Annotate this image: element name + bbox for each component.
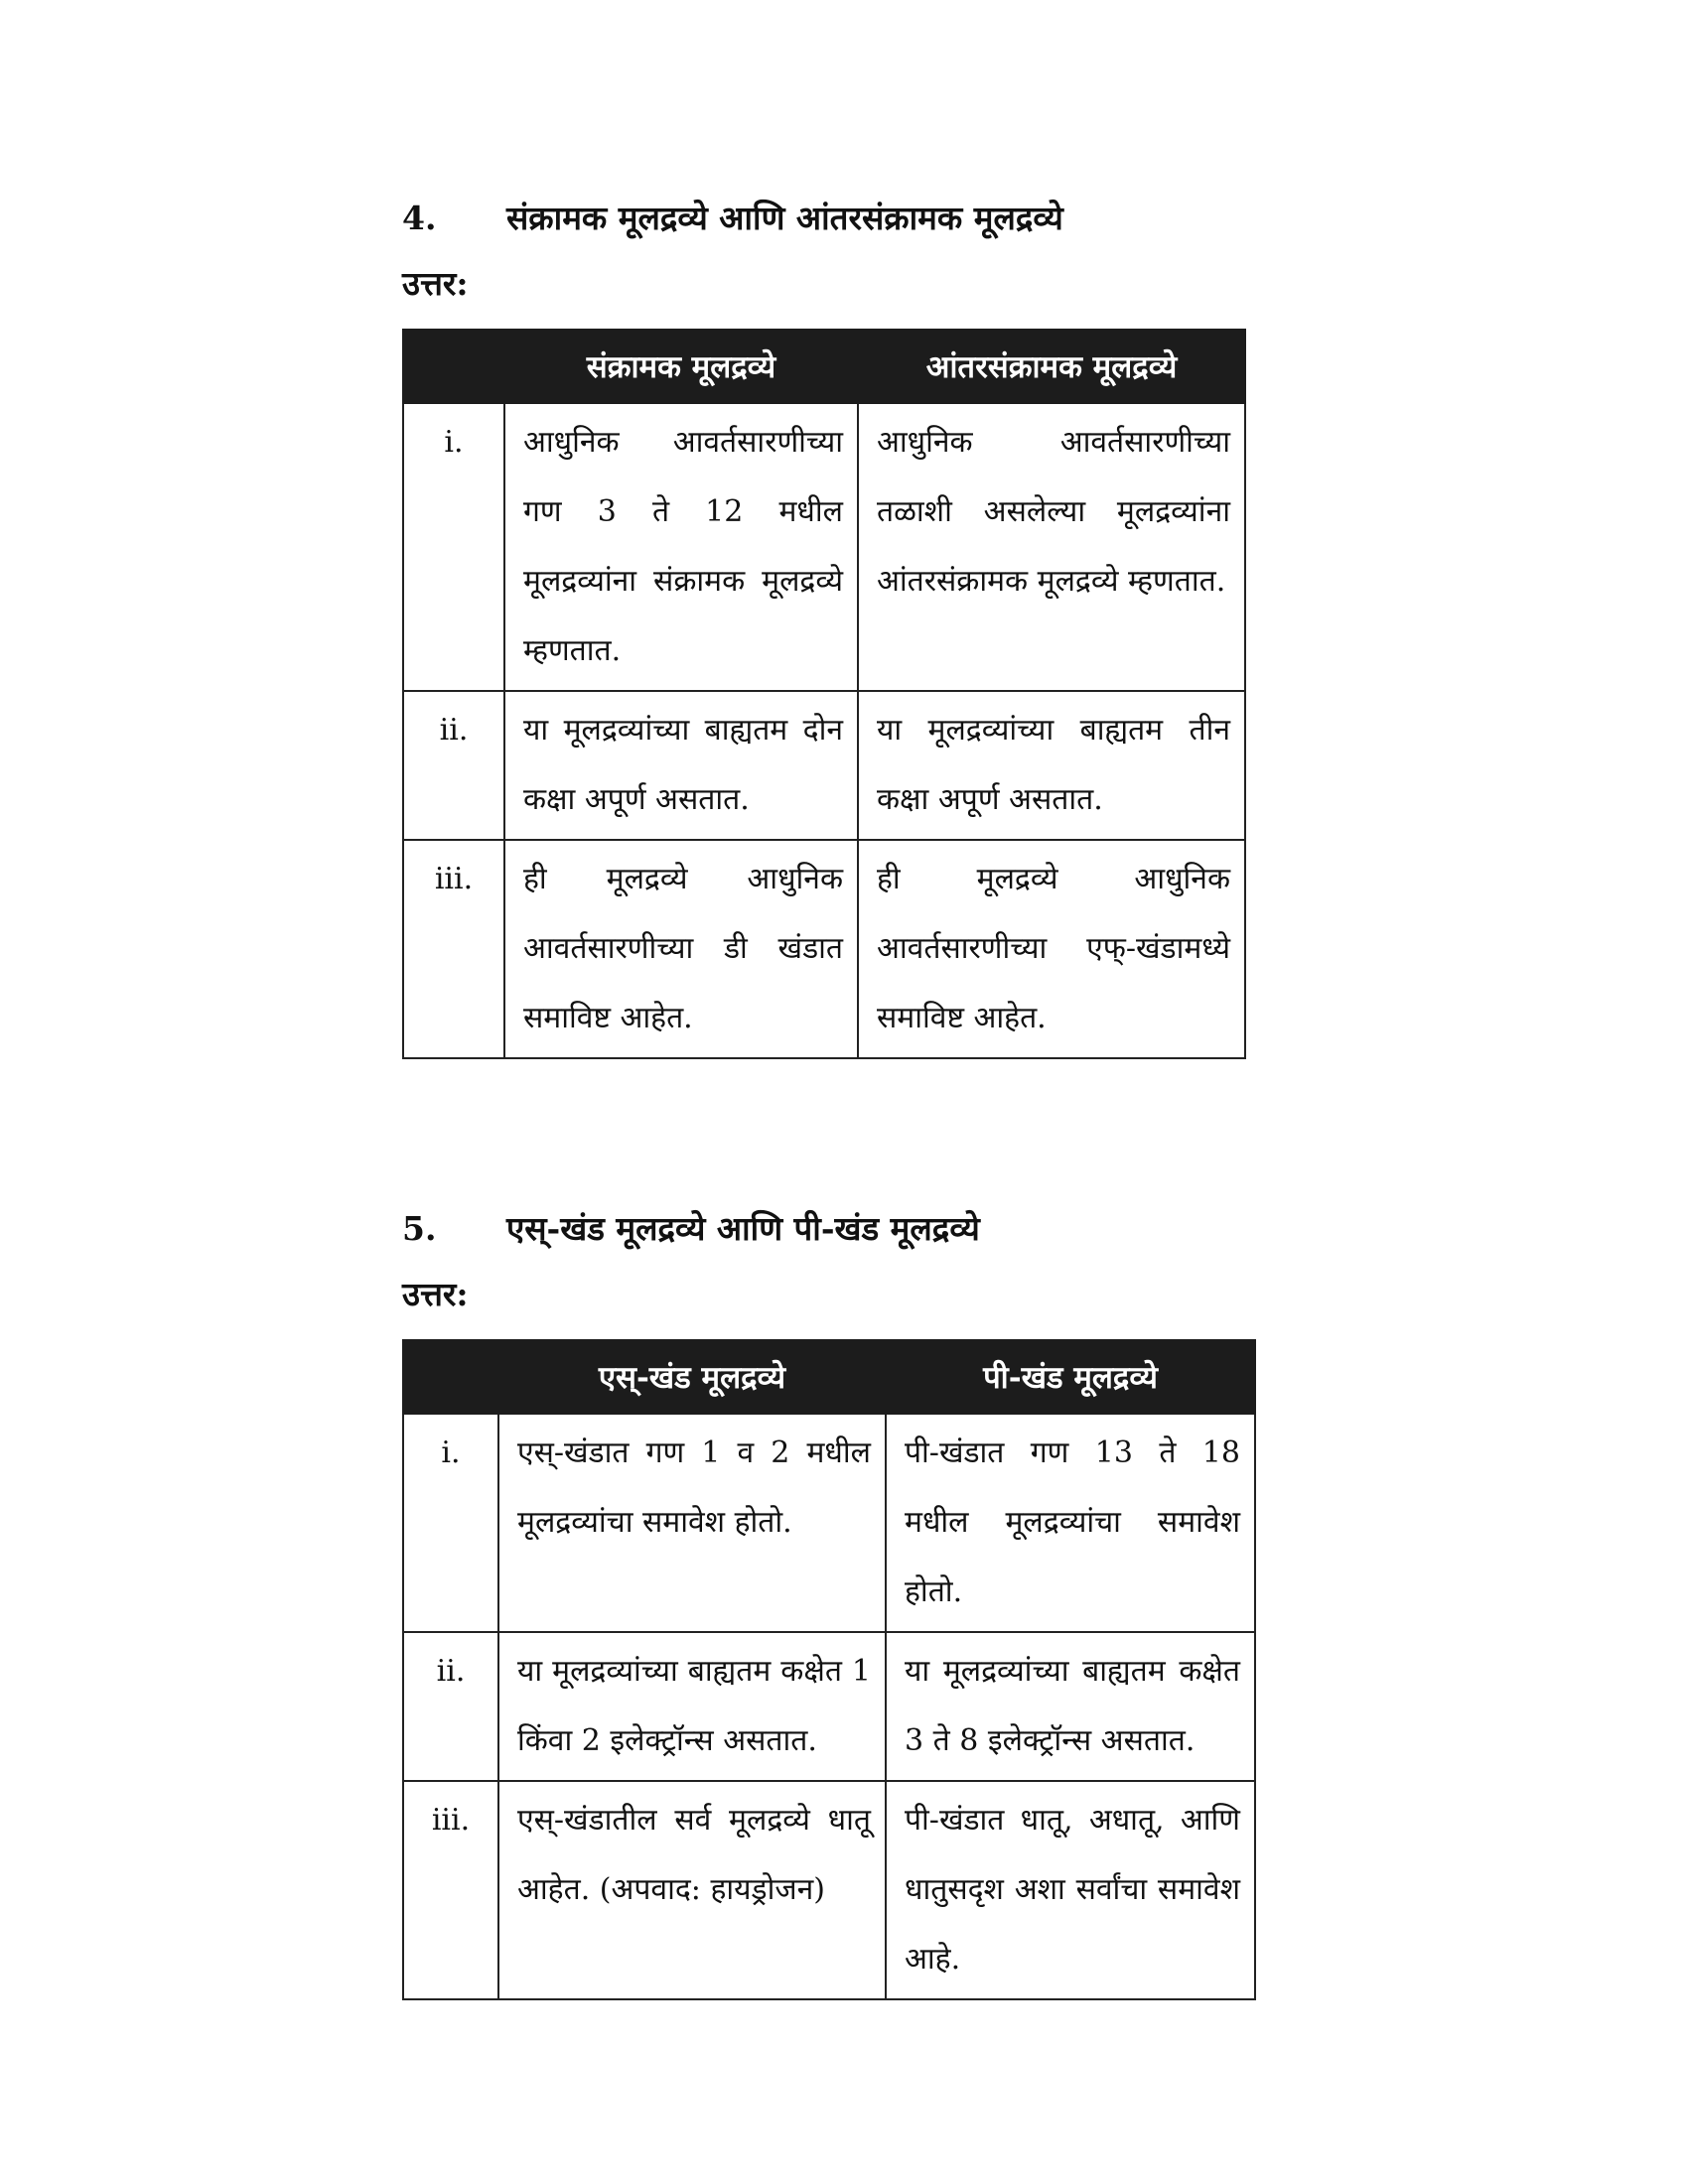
header-inner-transition-elements: आंतरसंक्रामक मूलद्रव्ये [858, 330, 1245, 403]
header-p-block-elements: पी-खंड मूलद्रव्ये [886, 1340, 1255, 1414]
answer-label: उत्तर: [402, 1274, 469, 1313]
row-cell: आधुनिक आवर्तसारणीच्या गण 3 ते 12 मधील मूलद्रव्यांना संक्रामक मूलद्रव्ये म्हणतात. [504, 403, 858, 691]
answer-label: उत्तर: [402, 263, 469, 303]
table-row [403, 1781, 1255, 1999]
section-4 [402, 199, 1246, 1059]
row-cell: ही मूलद्रव्ये आधुनिक आवर्तसारणीच्या डी खंडात समाविष्ट आहेत. [504, 840, 858, 1058]
row-number: ii. [403, 1632, 498, 1781]
row-cell: आधुनिक आवर्तसारणीच्या तळाशी असलेल्या मूलद्रव्यांना आंतरसंक्रामक मूलद्रव्ये म्हणतात. [858, 403, 1245, 691]
table-row [403, 403, 1245, 691]
table-header-row [403, 330, 1245, 403]
section-5 [402, 1209, 1256, 2000]
row-number: i. [403, 403, 504, 691]
table-row [403, 840, 1245, 1058]
row-cell: या मूलद्रव्यांच्या बाह्यतम दोन कक्षा अपूर्ण असतात. [504, 691, 858, 840]
header-blank [403, 330, 504, 403]
row-number: ii. [403, 691, 504, 840]
table-row [403, 1414, 1255, 1632]
header-s-block-elements: एस्-खंड मूलद्रव्ये [498, 1340, 886, 1414]
table-row [403, 691, 1245, 840]
row-cell: पी-खंडात गण 13 ते 18 मधील मूलद्रव्यांचा समावेश होतो. [886, 1414, 1255, 1632]
header-transition-elements: संक्रामक मूलद्रव्ये [504, 330, 858, 403]
row-cell: एस्-खंडातील सर्व मूलद्रव्ये धातू आहेत. (अपवाद: हायड्रोजन) [498, 1781, 886, 1999]
table-header-row [403, 1340, 1255, 1414]
row-number: i. [403, 1414, 498, 1632]
header-blank [403, 1340, 498, 1414]
question-number: 4. [402, 199, 437, 237]
question-title: एस्-खंड मूलद्रव्ये आणि पी-खंड मूलद्रव्ये [506, 1209, 980, 1248]
row-cell: या मूलद्रव्यांच्या बाह्यतम कक्षेत 3 ते 8 इलेक्ट्रॉन्स असतात. [886, 1632, 1255, 1781]
row-number: iii. [403, 1781, 498, 1999]
comparison-table [402, 329, 1246, 1059]
question-title: संक्रामक मूलद्रव्ये आणि आंतरसंक्रामक मूलद्रव्ये [506, 199, 1063, 237]
row-number: iii. [403, 840, 504, 1058]
row-cell: पी-खंडात धातू, अधातू, आणि धातुसदृश अशा सर्वांचा समावेश आहे. [886, 1781, 1255, 1999]
row-cell: या मूलद्रव्यांच्या बाह्यतम कक्षेत 1 किंवा 2 इलेक्ट्रॉन्स असतात. [498, 1632, 886, 1781]
question-number: 5. [402, 1209, 437, 1248]
row-cell: या मूलद्रव्यांच्या बाह्यतम तीन कक्षा अपूर्ण असतात. [858, 691, 1245, 840]
question-heading [402, 1209, 1256, 1249]
row-cell: एस्-खंडात गण 1 व 2 मधील मूलद्रव्यांचा समावेश होतो. [498, 1414, 886, 1632]
question-heading [402, 199, 1246, 238]
row-cell: ही मूलद्रव्ये आधुनिक आवर्तसारणीच्या एफ्-खंडामध्ये समाविष्ट आहेत. [858, 840, 1245, 1058]
table-row [403, 1632, 1255, 1781]
comparison-table [402, 1339, 1256, 2000]
